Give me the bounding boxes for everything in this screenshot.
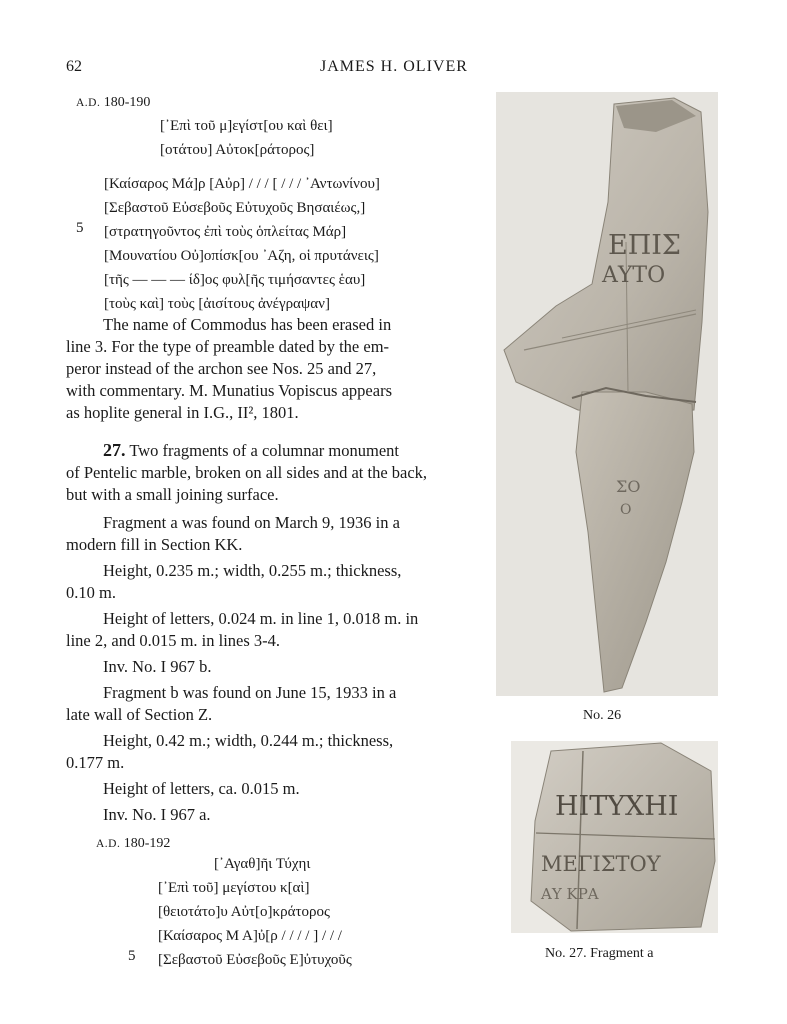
inscription-27-lines [158,876,352,972]
date-years: 180-190 [103,95,151,110]
photo-no-27-fragment-a [511,741,718,933]
paragraph [66,608,480,652]
inscription-line: [Καίσαρος Μ Α]ὐ[ρ / / / / ] / / / [158,928,342,944]
inscription-line: [᾿Επὶ τοῦ μ]εγίστ[ου καὶ θει] [160,118,333,134]
line-number-5: 5 [76,220,84,236]
inscription-line: [τοὺς καὶ] τοὺς [ἀισίτους ἀνέγραψαν] [104,296,330,312]
stone-fragment-26-image [496,92,718,696]
date-years: 180-192 [123,836,171,851]
entry-27-intro [66,439,480,506]
text-line: Height of letters, ca. 0.015 m. [103,779,300,798]
text-line: Height, 0.235 m.; width, 0.255 m.; thickness, [103,561,402,580]
text-line: modern fill in Section KK. [66,535,243,554]
entry-number: 27. [103,440,126,460]
paragraph [66,682,480,726]
caption-number: No. 27. [545,946,587,961]
paragraph [66,730,480,774]
inscription-26-date [76,95,150,111]
text-line: peror instead of the archon see Nos. 25 and 27, [66,359,377,378]
text-line: Fragment a was found on March 9, 1936 in a [103,513,400,532]
text-line: of Pentelic marble, broken on all sides and at the back, [66,463,428,482]
inscription-line: [Μουνατίου Οὐ]οπίσκ[ου ᾿Αζη, οἱ πρυτάνεις] [104,248,379,264]
text-line: 0.10 m. [66,583,116,602]
stone-letters-line-1: ΗΙΤΥΧΗΙ [555,791,679,822]
caption-text: Fragment a [590,946,654,961]
text-line: 0.177 m. [66,753,125,772]
stone-letters-line-4: Ο [620,502,632,518]
text-line: late wall of Section Z. [66,705,213,724]
caption-no-27 [545,946,654,962]
paragraph [66,560,480,604]
date-era: A.D. [96,838,121,850]
text-line: The name of Commodus has been erased in [103,315,392,334]
paragraph [66,656,480,678]
date-era: A.D. [76,97,101,109]
text-line: with commentary. M. Munatius Vopiscus appears [66,381,392,400]
inscription-line: [στρατηγοῦντος ἐπὶ τοὺς ὁπλείτας Μάρ] [104,224,347,240]
inscription-line: [τῆς — — — ίδ]ος φυλ[ῆς τιμήσαντες ἑαυ] [104,272,366,288]
inscription-line: [᾿Επὶ τοῦ] μεγίστου κ[αὶ] [158,880,310,896]
stone-letters-line-1: ΕΠΙΣ [608,230,682,261]
text-line: Height, 0.42 m.; width, 0.244 m.; thickness, [103,731,394,750]
text-line: line 3. For the type of preamble dated by the em- [66,337,390,356]
commentary-26 [66,314,480,424]
page-number: 62 [66,58,82,75]
paragraph [66,804,480,826]
stone-letters-line-2: ΜΕΓΙΣΤΟΥ [541,852,661,876]
paragraph [66,778,480,800]
stone-letters-line-3: ΣΟ [616,477,641,496]
text-line: line 2, and 0.015 m. in lines 3-4. [66,631,281,650]
text-line: Height of letters, 0.024 m. in line 1, 0.018 m. in [103,609,419,628]
stone-letters-line-2: ΑΥΤΟ [602,263,666,288]
line-number-5: 5 [128,948,136,964]
inscription-line: [Σεβαστοῦ Εὐσεβοῦς Εὐτυχοῦς Βησαιέως,] [104,200,366,216]
inscription-26-body-lines [104,172,380,316]
inscription-line: [Σεβαστοῦ Εὐσεβοῦς Ε]ὐτυχοῦς [158,952,352,968]
stone-letters-line-3: ΑΥ ΚΡΑ [541,885,599,903]
caption-no-26: No. 26 [583,708,622,723]
text-line: as hoplite general in I.G., II², 1801. [66,403,299,422]
stone-fragment-27a-image [511,741,718,933]
inscription-26-heading-lines [160,114,333,162]
text-line: Fragment b was found on June 15, 1933 in a [103,683,397,702]
text-line: Inv. No. I 967 b. [103,657,212,676]
photo-no-26 [496,92,718,696]
text-line: Inv. No. I 967 a. [103,805,211,824]
entry-27-details [66,512,480,830]
running-title: JAMES H. OLIVER [320,58,468,75]
inscription-line: [θειοτάτο]υ Αὐτ[ο]κράτορος [158,904,330,920]
inscription-27-date [96,836,170,852]
text-line: Two fragments of a columnar monument [129,441,399,460]
paragraph [66,512,480,556]
text-line: but with a small joining surface. [66,485,279,504]
inscription-27-line-1: [᾿Αγαθ]ῆι Τύχηι [214,856,311,872]
inscription-line: [Καίσαρος Μά]ρ [Αὐρ] / / / [ / / / ᾿Αντωνίνου] [104,176,380,192]
inscription-line: [οτάτου] Αὐτοκ[ράτορος] [160,142,315,158]
